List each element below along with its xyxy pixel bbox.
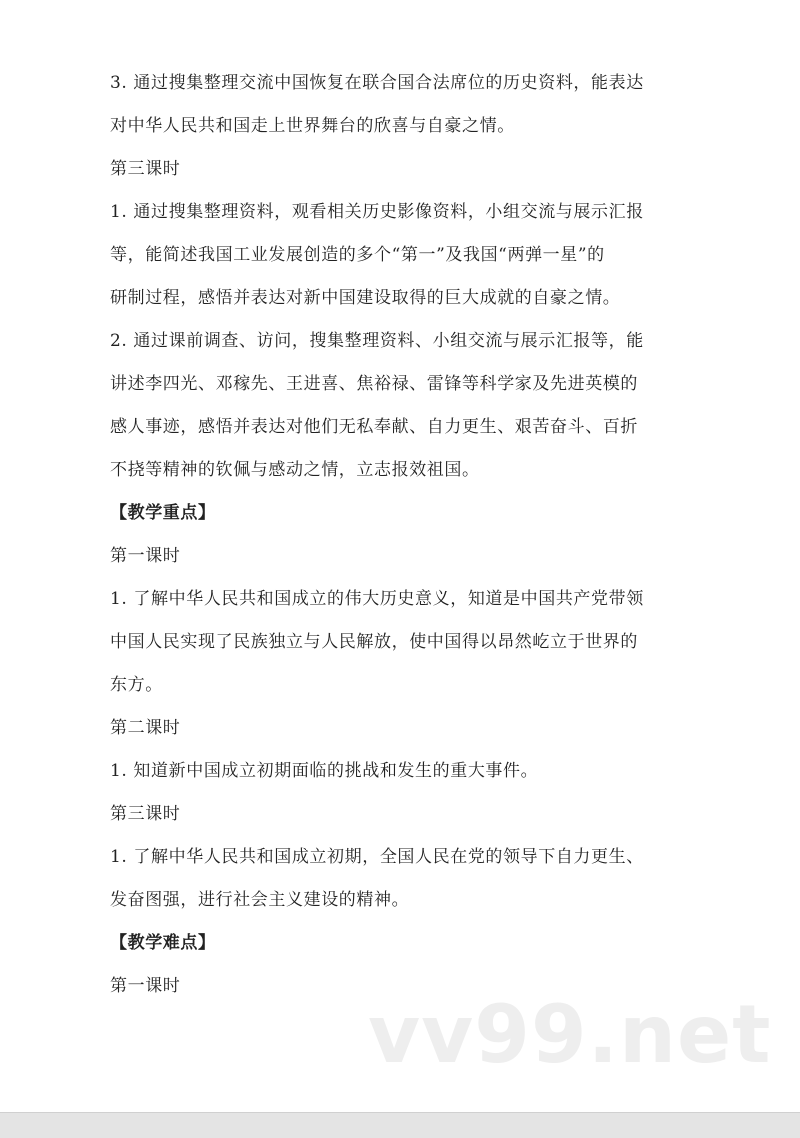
text-line: 发奋图强，进行社会主义建设的精神。 <box>110 890 410 910</box>
text-line: 对中华人民共和国走上世界舞台的欣喜与自豪之情。 <box>110 116 515 136</box>
text-line: 1. 了解中华人民共和国成立初期，全国人民在党的领导下自力更生、 <box>110 847 644 867</box>
text-line: 2. 通过课前调查、访问，搜集整理资料、小组交流与展示汇报等，能 <box>110 331 644 351</box>
text-line: 东方。 <box>110 675 163 695</box>
lesson-title: 第二课时 <box>110 718 181 738</box>
text-line: 3. 通过搜集整理交流中国恢复在联合国合法席位的历史资料，能表达 <box>110 73 644 93</box>
text-line: 1. 知道新中国成立初期面临的挑战和发生的重大事件。 <box>110 761 539 781</box>
text-line: 感人事迹，感悟并表达对他们无私奉献、自力更生、艰苦奋斗、百折 <box>110 417 638 437</box>
document-body <box>110 62 700 1008</box>
text-line: 等，能简述我国工业发展创造的多个“第一”及我国“两弹一星”的 <box>110 245 605 265</box>
viewer-bottom-bar <box>0 1112 800 1138</box>
watermark-text: vv99.net <box>368 988 772 1081</box>
lesson-title: 第三课时 <box>110 804 181 824</box>
text-line: 研制过程，感悟并表达对新中国建设取得的巨大成就的自豪之情。 <box>110 288 621 308</box>
lesson-title: 第一课时 <box>110 546 181 566</box>
lesson-title: 第一课时 <box>110 976 181 996</box>
text-line: 讲述李四光、邓稼先、王进喜、焦裕禄、雷锋等科学家及先进英模的 <box>110 374 638 394</box>
section-heading-key-points: 【教学重点】 <box>110 503 216 523</box>
section-heading-difficulties: 【教学难点】 <box>110 933 216 953</box>
text-line: 1. 通过搜集整理资料，观看相关历史影像资料，小组交流与展示汇报 <box>110 202 644 222</box>
text-line: 中国人民实现了民族独立与人民解放，使中国得以昂然屹立于世界的 <box>110 632 638 652</box>
lesson-title: 第三课时 <box>110 159 181 179</box>
text-line: 1. 了解中华人民共和国成立的伟大历史意义，知道是中国共产党带领 <box>110 589 644 609</box>
text-line: 不挠等精神的钦佩与感动之情，立志报效祖国。 <box>110 460 480 480</box>
